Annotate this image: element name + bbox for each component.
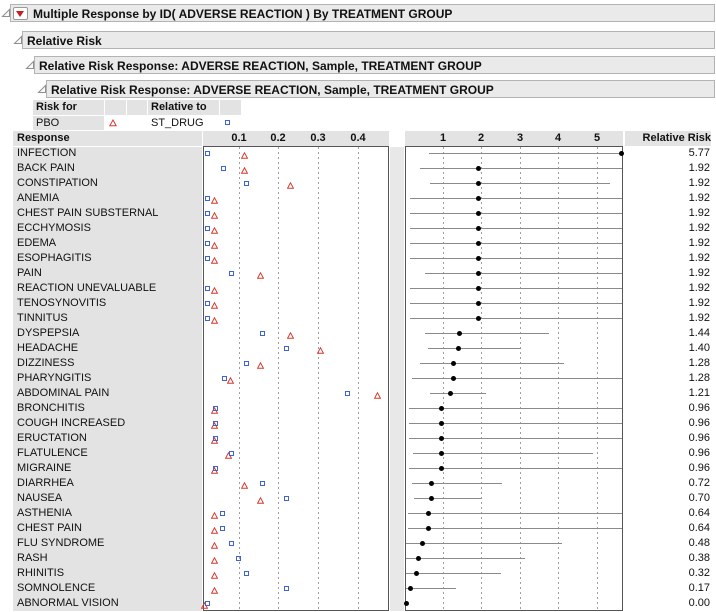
- response-label: ASTHENIA: [17, 507, 73, 519]
- pbo-marker: [211, 525, 218, 532]
- pbo-marker: [257, 495, 264, 502]
- st-drug-marker: [205, 601, 210, 606]
- relative-risk-value: 0.32: [688, 567, 710, 579]
- rr-estimate-dot: [476, 241, 481, 246]
- relative-risk-value: 0.00: [688, 597, 710, 609]
- rr-axis-tick-label: 2: [477, 132, 485, 144]
- relative-risk-value: 0.70: [688, 492, 710, 504]
- ci-line: [420, 363, 564, 364]
- outline-bar-relative-risk[interactable]: [22, 31, 715, 49]
- ci-line: [410, 318, 622, 319]
- legend-risk-for-header: Risk for: [33, 100, 104, 115]
- st-drug-marker: [213, 406, 218, 411]
- pbo-marker: [257, 360, 264, 367]
- rr-estimate-dot: [439, 421, 444, 426]
- rr-estimate-dot: [408, 586, 413, 591]
- st-drug-marker: [229, 451, 234, 456]
- response-label: COUGH INCREASED: [17, 417, 126, 429]
- response-label: DIZZINESS: [17, 357, 75, 369]
- pbo-marker: [317, 345, 324, 352]
- rr-estimate-dot: [426, 526, 431, 531]
- st-drug-marker: [205, 256, 210, 261]
- pbo-marker: [211, 285, 218, 292]
- ci-line: [410, 228, 622, 229]
- rr-estimate-dot: [476, 181, 481, 186]
- pbo-marker: [211, 555, 218, 562]
- response-label: HEADACHE: [17, 342, 79, 354]
- relative-risk-value: 1.44: [688, 327, 710, 339]
- st-drug-marker: [213, 466, 218, 471]
- ci-line: [410, 303, 622, 304]
- rr-estimate-dot: [429, 481, 434, 486]
- st-drug-marker: [205, 241, 210, 246]
- rr-axis-tick-label: 1: [439, 132, 447, 144]
- ci-line: [410, 288, 622, 289]
- relative-risk-value: 1.92: [688, 177, 710, 189]
- ci-line: [410, 243, 622, 244]
- outline-bar-multiple-response[interactable]: [10, 4, 715, 22]
- rr-estimate-dot: [429, 496, 434, 501]
- relative-risk-value: 0.72: [688, 477, 710, 489]
- pbo-marker: [211, 540, 218, 547]
- response-label: EDEMA: [17, 237, 57, 249]
- proportion-gridline: [278, 147, 279, 610]
- ci-line: [425, 333, 549, 334]
- relative-risk-value: 1.92: [688, 267, 710, 279]
- ci-line: [410, 258, 622, 259]
- st-drug-marker: [221, 166, 226, 171]
- st-drug-marker: [205, 151, 210, 156]
- st-drug-marker: [205, 286, 210, 291]
- ci-line: [420, 168, 622, 169]
- response-label: ESOPHAGITIS: [17, 252, 92, 264]
- rr-estimate-dot: [451, 376, 456, 381]
- st-drug-marker: [260, 331, 265, 336]
- response-label: RHINITIS: [17, 567, 65, 579]
- response-label: ERUCTATION: [17, 432, 87, 444]
- relative-risk-value: 0.17: [688, 582, 710, 594]
- relative-risk-value: 0.38: [688, 552, 710, 564]
- rr-estimate-dot: [476, 271, 481, 276]
- rr-estimate-dot: [439, 436, 444, 441]
- response-label: PAIN: [17, 267, 42, 279]
- st-drug-marker: [205, 226, 210, 231]
- response-label: BRONCHITIS: [17, 402, 85, 414]
- pbo-marker: [287, 330, 294, 337]
- st-drug-marker: [284, 496, 289, 501]
- response-label: REACTION UNEVALUABLE: [17, 282, 157, 294]
- relative-risk-value: 0.96: [688, 417, 710, 429]
- pbo-marker: [211, 585, 218, 592]
- ci-line: [408, 528, 622, 529]
- response-label: NAUSEA: [17, 492, 63, 504]
- section-title: Relative Risk Response: ADVERSE REACTION, Sample, TREATMENT GROUP: [51, 83, 494, 97]
- st-drug-marker: [284, 346, 289, 351]
- rr-estimate-dot: [439, 406, 444, 411]
- relative-risk-value: 0.96: [688, 462, 710, 474]
- ci-line: [425, 273, 622, 274]
- pbo-marker: [211, 195, 218, 202]
- rr-estimate-dot: [439, 466, 444, 471]
- response-label: TINNITUS: [17, 312, 68, 324]
- outline-bar-rr-response-inner[interactable]: [46, 80, 715, 98]
- pbo-marker: [241, 165, 248, 172]
- response-label: CHEST PAIN: [17, 522, 82, 534]
- ci-line: [406, 558, 525, 559]
- st-drug-marker: [213, 436, 218, 441]
- rr-estimate-dot: [476, 316, 481, 321]
- relative-risk-column-header: Relative Risk: [625, 131, 711, 146]
- st-drug-marker: [244, 181, 249, 186]
- relative-risk-value: 1.92: [688, 252, 710, 264]
- pbo-legend-marker-icon: [109, 119, 117, 127]
- relative-risk-value: 0.96: [688, 447, 710, 459]
- response-label: PHARYNGITIS: [17, 372, 92, 384]
- pbo-marker: [227, 375, 234, 382]
- response-label: INFECTION: [17, 147, 77, 159]
- proportion-gridline: [239, 147, 240, 610]
- proportion-axis-tick-label: 0.1: [231, 132, 247, 144]
- ci-line: [414, 498, 481, 499]
- proportion-gridline: [318, 147, 319, 610]
- rr-estimate-dot: [476, 286, 481, 291]
- relative-risk-value: 1.92: [688, 162, 710, 174]
- relative-risk-value: 0.96: [688, 402, 710, 414]
- pbo-marker: [211, 570, 218, 577]
- legend-risk-for-group: PBO: [33, 116, 104, 130]
- pbo-marker: [211, 315, 218, 322]
- relative-risk-value: 1.92: [688, 222, 710, 234]
- relative-risk-value: 1.92: [688, 192, 710, 204]
- st-drug-marker: [222, 376, 227, 381]
- rr-estimate-dot: [476, 196, 481, 201]
- ci-line: [406, 543, 562, 544]
- ci-line: [410, 198, 622, 199]
- response-label: ECCHYMOSIS: [17, 222, 91, 234]
- response-label: CONSTIPATION: [17, 177, 98, 189]
- rr-axis-tick-label: 3: [516, 132, 524, 144]
- section-title: Relative Risk: [27, 34, 102, 48]
- st-drug-marker: [345, 391, 350, 396]
- response-label: ANEMIA: [17, 192, 60, 204]
- legend-header-spacer-cell: [105, 100, 126, 115]
- rr-estimate-dot: [476, 301, 481, 306]
- pbo-marker: [241, 150, 248, 157]
- pbo-marker: [211, 225, 218, 232]
- response-label: DYSPEPSIA: [17, 327, 80, 339]
- relative-risk-value: 1.92: [688, 282, 710, 294]
- rr-estimate-dot: [476, 256, 481, 261]
- response-label: DIARRHEA: [17, 477, 74, 489]
- relative-risk-value: 1.92: [688, 207, 710, 219]
- rr-estimate-dot: [414, 571, 419, 576]
- response-label: FLU SYNDROME: [17, 537, 105, 549]
- rr-axis-tick-label: 5: [593, 132, 601, 144]
- response-column-header: Response: [13, 131, 202, 146]
- proportion-axis-tick-label: 0.3: [310, 132, 326, 144]
- rr-estimate-dot: [476, 226, 481, 231]
- relative-risk-value: 1.92: [688, 297, 710, 309]
- st-drug-marker: [205, 301, 210, 306]
- rr-estimate-dot: [448, 391, 453, 396]
- proportion-gridline: [358, 147, 359, 610]
- pbo-marker: [211, 240, 218, 247]
- relative-risk-value: 0.64: [688, 507, 710, 519]
- ci-line: [428, 348, 521, 349]
- section-title: Relative Risk Response: ADVERSE REACTION, Sample, TREATMENT GROUP: [39, 59, 482, 73]
- rr-estimate-dot: [457, 331, 462, 336]
- report-title: Multiple Response by ID( ADVERSE REACTION ) By TREATMENT GROUP: [33, 7, 453, 21]
- rr-estimate-dot: [420, 541, 425, 546]
- st-drug-marker: [205, 196, 210, 201]
- response-label: MIGRAINE: [17, 462, 72, 474]
- pbo-marker: [211, 300, 218, 307]
- ci-line: [430, 393, 486, 394]
- rr-estimate-dot: [619, 151, 624, 156]
- legend-header-spacer-cell: [127, 100, 147, 115]
- relative-risk-value: 1.40: [688, 342, 710, 354]
- relative-risk-value: 1.92: [688, 312, 710, 324]
- ci-line: [430, 183, 610, 184]
- st-drug-marker: [260, 481, 265, 486]
- st-drug-marker: [284, 586, 289, 591]
- st-drug-marker: [205, 211, 210, 216]
- ci-line: [406, 573, 501, 574]
- rr-estimate-dot: [426, 511, 431, 516]
- ci-line: [410, 213, 622, 214]
- proportion-axis-tick-label: 0.4: [350, 132, 366, 144]
- relative-risk-value: 0.96: [688, 432, 710, 444]
- relative-risk-value: 1.21: [688, 387, 710, 399]
- ci-line: [408, 513, 622, 514]
- relative-risk-value: 0.64: [688, 522, 710, 534]
- pbo-marker: [374, 390, 381, 397]
- response-label: TENOSYNOVITIS: [17, 297, 107, 309]
- ci-line: [412, 378, 622, 379]
- st-drug-marker: [213, 421, 218, 426]
- response-label: FLATULENCE: [17, 447, 88, 459]
- st-drug-marker: [220, 511, 225, 516]
- ci-line: [429, 153, 622, 154]
- relative-risk-value: 1.92: [688, 237, 710, 249]
- st-drug-marker: [236, 556, 241, 561]
- rr-estimate-dot: [476, 166, 481, 171]
- legend-relative-to-header: Relative to: [148, 100, 219, 115]
- response-label: BACK PAIN: [17, 162, 75, 174]
- response-label: RASH: [17, 552, 48, 564]
- plot-spacer-column: [390, 147, 404, 611]
- st-drug-marker: [244, 571, 249, 576]
- response-label: ABDOMINAL PAIN: [17, 387, 110, 399]
- relative-risk-value: 0.48: [688, 537, 710, 549]
- pbo-marker: [211, 255, 218, 262]
- st-drug-marker: [205, 316, 210, 321]
- relative-risk-value: 5.77: [688, 147, 710, 159]
- st-drug-marker: [220, 526, 225, 531]
- ci-line: [412, 483, 502, 484]
- response-label: CHEST PAIN SUBSTERNAL: [17, 207, 159, 219]
- pbo-marker: [241, 480, 248, 487]
- outline-bar-rr-response-outer[interactable]: [34, 56, 715, 74]
- red-triangle-menu-icon[interactable]: [13, 7, 28, 20]
- pbo-marker: [257, 270, 264, 277]
- response-label: ABNORMAL VISION: [17, 597, 119, 609]
- rr-estimate-dot: [416, 556, 421, 561]
- rr-estimate-dot: [404, 601, 409, 606]
- rr-estimate-dot: [456, 346, 461, 351]
- relative-risk-value: 1.28: [688, 357, 710, 369]
- legend-relative-to-group: ST_DRUG: [151, 117, 204, 129]
- legend-header-spacer-cell: [220, 100, 241, 115]
- st-drug-marker: [229, 541, 234, 546]
- response-label: SOMNOLENCE: [17, 582, 96, 594]
- relative-risk-value: 1.28: [688, 372, 710, 384]
- rr-estimate-dot: [439, 451, 444, 456]
- st-drug-marker: [244, 361, 249, 366]
- proportion-axis-tick-label: 0.2: [270, 132, 286, 144]
- ci-line: [406, 588, 456, 589]
- rr-estimate-dot: [451, 361, 456, 366]
- rr-axis-tick-label: 4: [554, 132, 562, 144]
- pbo-marker: [211, 510, 218, 517]
- pbo-marker: [211, 210, 218, 217]
- st-drug-marker: [229, 271, 234, 276]
- st-drug-legend-marker-icon: [225, 120, 230, 125]
- pbo-marker: [287, 180, 294, 187]
- rr-estimate-dot: [476, 211, 481, 216]
